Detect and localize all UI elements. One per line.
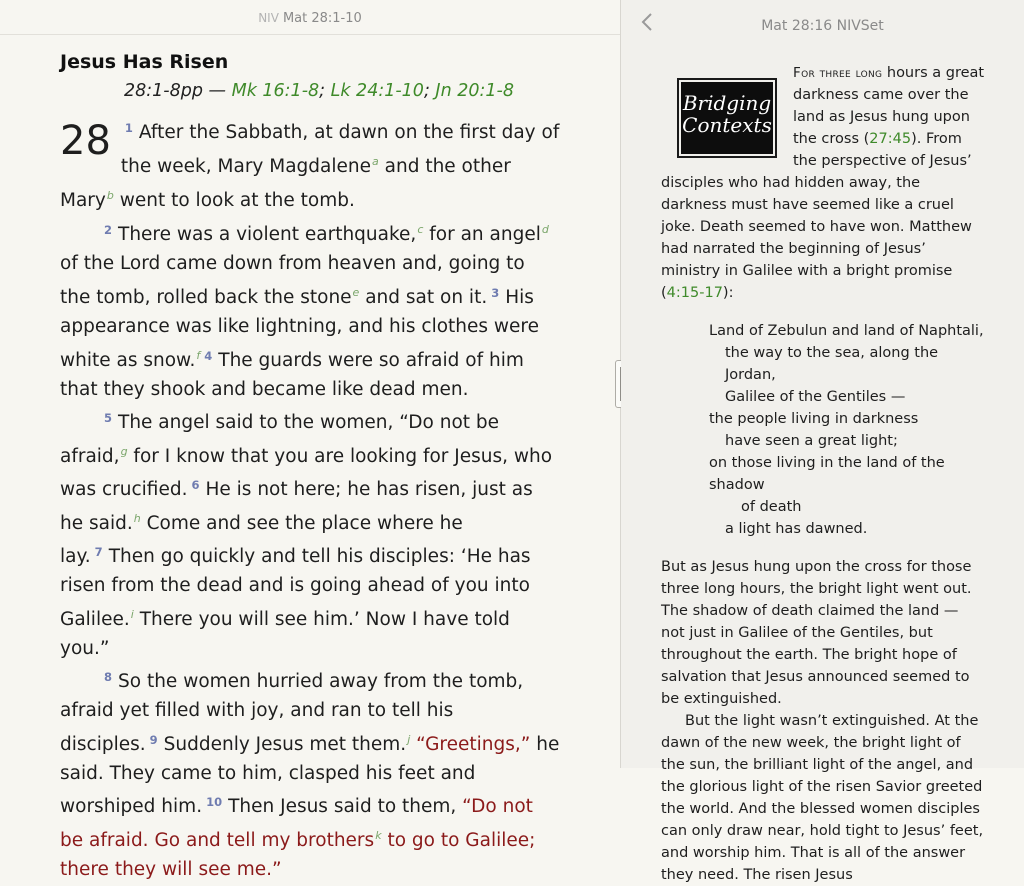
- verse-text: for an angel: [423, 224, 541, 245]
- ref-separator: ;: [423, 81, 436, 101]
- quoted-poem: [709, 320, 986, 540]
- footnote-marker[interactable]: k: [375, 829, 382, 842]
- verse-number[interactable]: 8: [104, 670, 113, 684]
- poem-line: have seen a great light;: [725, 433, 898, 449]
- commentary-reference[interactable]: Mat 28:16 NIVSet: [761, 18, 884, 34]
- bible-pane-header[interactable]: [0, 0, 620, 35]
- verse-text: There you will see him.’ Now I have told you.”: [60, 609, 510, 659]
- parallel-ref-mark[interactable]: Mk 16:1-8: [231, 81, 320, 101]
- footnote-marker[interactable]: d: [541, 223, 549, 236]
- verse-text: He is not here; he has risen, just as he said.: [60, 479, 533, 534]
- verse-text: Suddenly Jesus met them.: [163, 734, 407, 755]
- scripture-link[interactable]: 27:45: [869, 131, 912, 147]
- poem-line: of death: [741, 499, 802, 515]
- verse-number[interactable]: 7: [94, 545, 103, 559]
- parallel-ref-luke[interactable]: Lk 24:1-10: [330, 81, 424, 101]
- verse-number[interactable]: 4: [204, 349, 213, 363]
- commentary-pane-header: [621, 0, 1024, 52]
- commentary-paragraph: But as Jesus hung upon the cross for those three long hours, the bright light went out. The shadow of death claimed the land — not just in Galilee of the Gentiles, but throughout the earth. The bright hope of salvation that Jesus announced seemed to be extinguished.: [661, 559, 972, 707]
- poem-line: on those living in the land of the shadow: [709, 455, 945, 493]
- parallel-passages: [124, 76, 560, 106]
- footnote-marker[interactable]: c: [417, 223, 424, 236]
- verse-text: he said. They came to him, clasped his feet and worshiped him.: [60, 734, 560, 817]
- back-button[interactable]: [635, 10, 659, 34]
- footnote-marker[interactable]: j: [407, 733, 411, 746]
- poem-line: a light has dawned.: [725, 521, 868, 537]
- verse-number[interactable]: 2: [104, 223, 113, 237]
- verse-text: There was a violent earthquake,: [118, 224, 417, 245]
- commentary-text-run: ):: [722, 285, 734, 301]
- paragraph: [60, 114, 560, 215]
- small-caps-lead: For three long: [793, 65, 883, 81]
- commentary-text-run: ). From the perspective of Jesus’ disciples who had hidden away, the darkness must have seemed like a cruel joke. Death seemed to have won. Matthew had narrated the beginning of Jesus’ ministry in Galilee with a bright promise (: [661, 131, 972, 301]
- bible-text: [60, 48, 560, 884]
- footnote-marker[interactable]: h: [133, 512, 141, 525]
- words-of-jesus: to go to Galilee; there they will see me.”: [60, 830, 536, 880]
- verse-text: and the other Mary: [60, 156, 511, 211]
- parallel-ref-john[interactable]: Jn 20:1-8: [435, 81, 514, 101]
- poem-line: the way to the sea, along the Jordan,: [725, 345, 939, 383]
- footnote-marker[interactable]: b: [106, 189, 114, 202]
- words-of-jesus: “Greetings,”: [410, 734, 531, 755]
- passage-body: [60, 114, 560, 884]
- verse-text: Come and see the place where he lay.: [60, 513, 463, 567]
- verse-text: of the Lord came down from heaven and, going to the tomb, rolled back the stone: [60, 253, 525, 308]
- bible-reference-label[interactable]: Mat 28:1-10: [282, 11, 362, 26]
- commentary-text-run: hours a great darkness came over the land as Jesus hung upon the cross (: [793, 65, 985, 147]
- verse-number[interactable]: 3: [491, 286, 500, 300]
- ref-separator: ;: [319, 81, 331, 101]
- parallel-prefix: 28:1-8pp —: [124, 81, 232, 101]
- verse-text: Then go quickly and tell his disciples: ‘He has risen from the dead and is going ahead of you into Galilee.: [60, 546, 531, 630]
- footnote-marker[interactable]: f: [196, 349, 201, 362]
- verse-text: The guards were so afraid of him that they shook and became like dead men.: [60, 350, 524, 400]
- footnote-marker[interactable]: e: [352, 286, 360, 299]
- verse-text: went to look at the tomb.: [113, 190, 355, 211]
- verse-text: After the Sabbath, at dawn on the first day of the week, Mary Magdalene: [120, 122, 560, 177]
- footnote-marker[interactable]: i: [130, 608, 134, 621]
- commentary-paragraph: But the light wasn’t extinguished. At the dawn of the new week, the bright light of the sun, the brilliant light of the angel, and the glorious light of the risen Savior greeted the world. And the blessed women disciples can only draw near, hold tight to Jesus’ feet, and worship him. That is all of the answer they need. The risen Jesus: [661, 713, 984, 883]
- words-of-jesus: “Do not be afraid. Go and tell my brothers: [60, 796, 533, 851]
- verse-number[interactable]: 10: [206, 795, 223, 809]
- paragraph: [60, 404, 560, 663]
- verse-text: for I know that you are looking for Jesus, who was crucified.: [60, 446, 553, 500]
- poem-line: Galilee of the Gentiles —: [725, 389, 906, 405]
- verse-text: So the women hurried away from the tomb, afraid yet filled with joy, and ran to tell his disciples.: [60, 671, 524, 755]
- paragraph: [60, 663, 560, 884]
- scripture-link[interactable]: 4:15-17: [666, 285, 723, 301]
- chevron-left-icon: [641, 13, 653, 31]
- logo-line-2: Contexts: [682, 113, 772, 137]
- commentary-text: [661, 62, 986, 886]
- verse-number[interactable]: 6: [191, 478, 200, 492]
- chapter-number: 28: [60, 118, 111, 164]
- footnote-marker[interactable]: g: [120, 445, 128, 458]
- poem-line: the people living in darkness: [709, 411, 919, 427]
- poem-line: Land of Zebulun and land of Naphtali,: [709, 323, 984, 339]
- verse-text: Then Jesus said to them,: [228, 796, 463, 817]
- logo-line-1: Bridging: [682, 91, 772, 115]
- verse-text: His appearance was like lightning, and his clothes were white as snow.: [60, 287, 539, 371]
- verse-number[interactable]: 9: [149, 733, 158, 747]
- verse-text: and sat on it.: [359, 287, 488, 308]
- commentary-pane: [621, 0, 1024, 883]
- section-heading: Jesus Has Risen: [60, 51, 229, 73]
- verse-number[interactable]: 5: [104, 411, 113, 425]
- verse-number[interactable]: 1: [124, 121, 133, 135]
- bridging-contexts-logo: [677, 78, 777, 158]
- verse-text: The angel said to the women, “Do not be afraid,: [60, 412, 500, 467]
- footnote-marker[interactable]: a: [372, 155, 379, 168]
- paragraph: [60, 215, 560, 404]
- bible-version-label[interactable]: NIV: [258, 11, 279, 25]
